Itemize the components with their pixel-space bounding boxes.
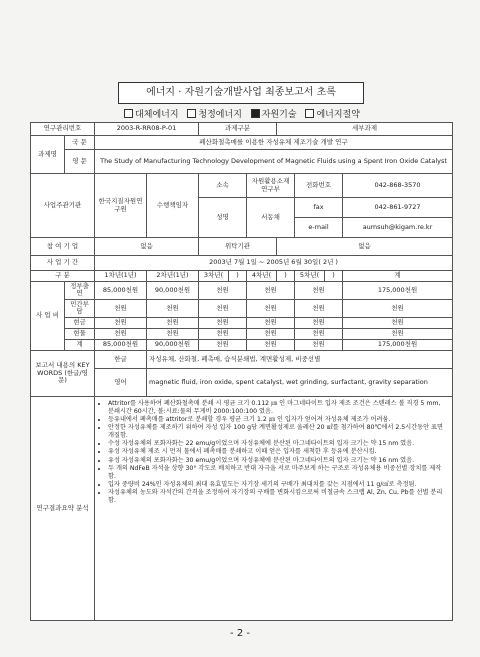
report-title: 에너지 · 자원기술개발사업 최종보고서 초록 [118, 82, 364, 104]
partner: 없음 [95, 238, 199, 256]
keywords-label: 보고서 내용의 KEY WORDS (한글/영문) [31, 350, 95, 396]
budget-row-label: 정부출연 [65, 282, 95, 300]
budget-header: ) [277, 271, 295, 282]
summary-item: • 두 개의 NdFeB 자석을 상향 30° 각도로 배치하고 반대 자극을 서로 마주보게 하는 구조로 자성유체용 비중선별 장치를 제작함. [108, 465, 448, 481]
keywords-eng-label: 영어 [95, 368, 147, 396]
budget-cell: 천원 [247, 299, 295, 317]
abstract-table [30, 122, 453, 621]
eng-label: 영 문 [65, 150, 95, 174]
category-option[interactable]: 자원기술 [251, 110, 297, 120]
category-option[interactable]: 대체에너지 [124, 110, 178, 120]
budget-cell: 천원 [295, 282, 343, 300]
summary-item: • 입자 중량비 24%인 자성유체의 최대 유효밀도는 자기장 세기의 구배가 최대치를 갖는 지점에서 11 g/㎤로 측정됨. [108, 481, 448, 489]
phone: 042-868-3570 [343, 174, 453, 198]
budget-cell: 천원 [343, 317, 453, 328]
summary-item: • 등유내에서 폐촉매를 attritor로 분쇄할 경우 평균 크기 1.2 ㎛ 인 입자가 얻어져 자성유체 제조가 어려움. [108, 416, 448, 424]
org-label: 사업주관기관 [31, 174, 95, 238]
budget-header: ) [325, 271, 343, 282]
budget-cell: 천원 [247, 282, 295, 300]
budget-row-label: 계 [65, 339, 95, 350]
category-option[interactable]: 청정에너지 [187, 110, 241, 120]
keywords-eng: magnetic fluid, iron oxide, spent catalyst, wet grinding, surfactant, gravity separation [147, 368, 453, 396]
budget-cell: 천원 [295, 339, 343, 350]
fax-label: fax [295, 198, 343, 218]
summary-item: • 유성 자성유체 제조 시 먼저 물에서 폐촉매를 분쇄하고 이때 얻은 입자를 세척한 후 등유에 분산시킴. [108, 448, 448, 456]
budget-cell: 천원 [295, 299, 343, 317]
budget-cell: 90,000천원 [147, 282, 199, 300]
budget-header: 5차년( [295, 271, 325, 282]
budget-cell: 85,000천원 [95, 339, 147, 350]
budget-cell: 천원 [295, 328, 343, 339]
keywords-kor: 자성유체, 산화철, 폐촉매, 습식분쇄법, 계면활성제, 비중선별 [147, 350, 453, 368]
summary-content [95, 396, 453, 620]
consign-label: 위탁기관 [199, 238, 277, 256]
name-label: 성명 [199, 198, 247, 238]
period: 2003년 7월 1일 ~ 2005년 6월 30일( 2년 ) [95, 256, 453, 271]
budget-cell: 천원 [199, 282, 247, 300]
email-label: e-mail [295, 218, 343, 238]
summary-label: 연구결과요약 분석 [31, 396, 95, 620]
budget-cell: 천원 [95, 328, 147, 339]
summary-item: • 유성 자성유체의 포화자화는 30 emu/g이었으며 자성유체에 분산된 마그네타이트의 입자 크기는 약 16 nm 였음. [108, 457, 448, 465]
budget-cell: 175,000천원 [343, 339, 453, 350]
budget-cell: 천원 [147, 328, 199, 339]
mgmt-no: 2003-R-RR08-P-01 [95, 123, 199, 136]
budget-cell: 천원 [199, 339, 247, 350]
budget-header: 2차년(1년) [147, 271, 199, 282]
budget-header: 구 분 [31, 271, 95, 282]
kor-label: 국 문 [65, 136, 95, 150]
eng-title: The Study of Manufacturing Technology Development of Magnetic Fluids using a Spent Iron Oxide Catalyst [95, 150, 453, 174]
budget-cell: 천원 [147, 317, 199, 328]
category-checkboxes [112, 107, 372, 120]
budget-cell: 천원 [247, 317, 295, 328]
budget-cell: 175,000천원 [343, 282, 453, 300]
budget-cell: 천원 [199, 328, 247, 339]
task-cat-label: 과제구분 [199, 123, 277, 136]
phone-label: 전화번호 [295, 174, 343, 198]
cost-label: 사 업 비 [31, 282, 65, 351]
budget-header: 3차년( [199, 271, 229, 282]
org: 한국지질자원연구원 [95, 174, 147, 238]
keywords-kor-label: 한글 [95, 350, 147, 368]
budget-row-label: 현금 [65, 317, 95, 328]
budget-header: ) [229, 271, 247, 282]
budget-header: 4차년( [247, 271, 277, 282]
budget-cell: 천원 [199, 317, 247, 328]
budget-cell: 천원 [343, 328, 453, 339]
budget-cell: 천원 [95, 317, 147, 328]
kor-title: 폐산화철촉매를 이용한 자성유체 제조기술 개발 연구 [95, 136, 453, 150]
budget-cell: 85,000천원 [95, 282, 147, 300]
budget-cell: 천원 [343, 299, 453, 317]
budget-cell: 천원 [295, 317, 343, 328]
budget-row-label: 민간부담 [65, 299, 95, 317]
summary-item: • 수성 자성유체의 포화자화는 22 emu/g이었으며 자성유체에 분산된 마그네타이트의 입자 크기는 약 15 nm 였음. [108, 440, 448, 448]
consign: 없음 [277, 238, 453, 256]
summary-item: • 자성유체의 농도와 자석간의 간격을 조정하여 자기장의 구배를 변화시킴으로써 비철금속 스크랩 Al, Zn, Cu, Pb를 선별 분리함. [108, 489, 448, 505]
summary-item: • 안정한 자성유체를 제조하기 위하여 자성 입자 100 g당 계면활성제로 올레산 20 ㎖를 첨가하여 80℃에서 2.5시간동안 표면개질함. [108, 424, 448, 440]
budget-header: 1차년(1년) [95, 271, 147, 282]
budget-row-label: 현물 [65, 328, 95, 339]
budget-cell: 천원 [247, 339, 295, 350]
category-option[interactable]: 에너지절약 [305, 110, 359, 120]
budget-cell: 천원 [147, 299, 199, 317]
fax: 042-861-9727 [343, 198, 453, 218]
page-number: - 2 - [230, 628, 250, 639]
affil: 자원활용소재연구부 [247, 174, 295, 198]
checkbox-icon [124, 109, 133, 118]
checkbox-icon [187, 109, 196, 118]
budget-header: 계 [343, 271, 453, 282]
summary-item: • Attritor를 사용하여 폐산화철촉매 분쇄 시 평균 크기 0.112 ㎛ 인 마그네타이트 입자 제조 조건은 스텐레스 볼 직경 5 mm, 분쇄시간 60시간, 볼:시료:물의 무게비 2000:100:100 였음. [108, 400, 448, 416]
budget-cell: 90,000천원 [147, 339, 199, 350]
name: 서동채 [247, 198, 295, 238]
checkbox-checked-icon [251, 109, 260, 118]
email: aumsuh@kigam.re.kr [343, 218, 453, 238]
mgmt-no-label: 연구관리번호 [31, 123, 95, 136]
task-cat: 세부과제 [277, 123, 453, 136]
leader-label: 수행책임자 [147, 174, 199, 238]
task-name-label: 과제명 [31, 136, 65, 174]
checkbox-icon [305, 109, 314, 118]
affil-label: 소속 [199, 174, 247, 198]
budget-cell: 천원 [95, 299, 147, 317]
partner-label: 참 여 기 업 [31, 238, 95, 256]
period-label: 사 업 기 간 [31, 256, 95, 271]
summary-list [99, 400, 448, 505]
budget-cell: 천원 [199, 299, 247, 317]
budget-cell: 천원 [247, 328, 295, 339]
